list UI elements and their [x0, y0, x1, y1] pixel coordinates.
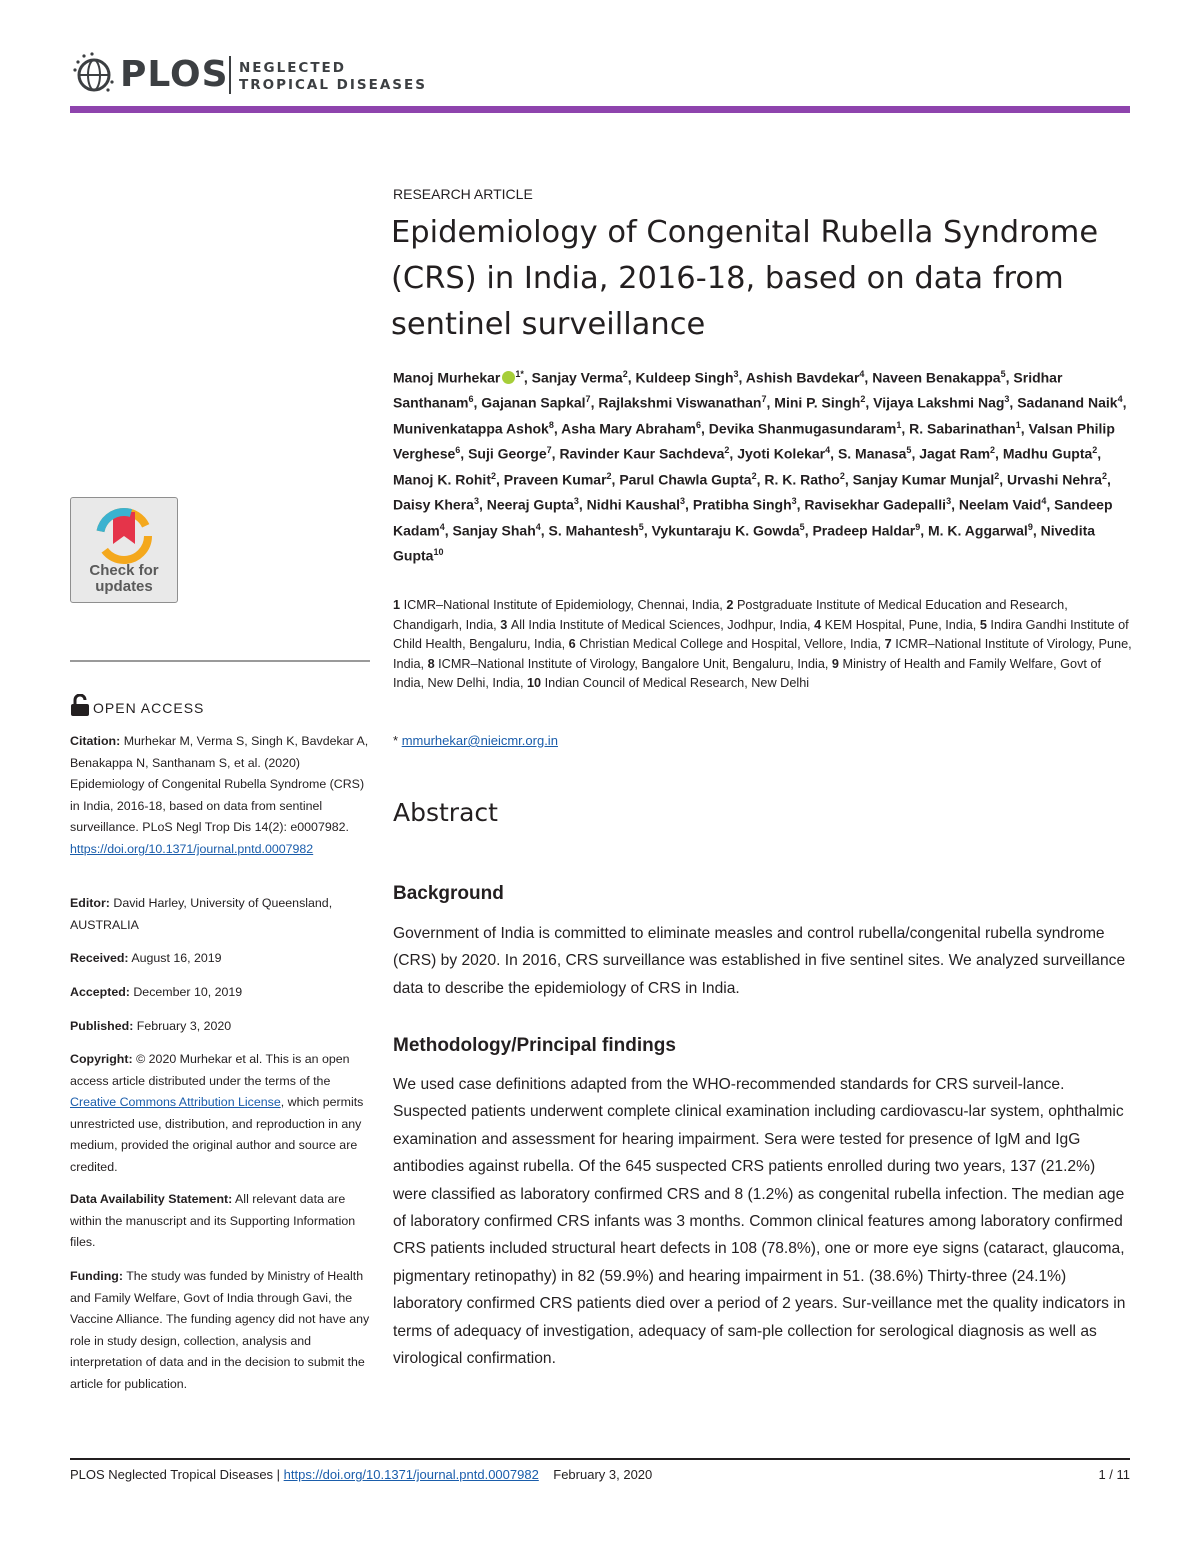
author-name: Parul Chawla Gupta — [619, 471, 752, 488]
author-affiliation-number: 2 — [994, 470, 1000, 481]
copyright-text: © 2020 Murhekar et al. This is an open access article distributed under the terms of the — [70, 1052, 350, 1088]
affiliation-number: 6 — [568, 637, 580, 651]
author-affiliation-number: 10 — [433, 547, 444, 558]
abstract-heading: Abstract — [393, 798, 498, 827]
author-affiliation-number: 5 — [799, 521, 805, 532]
author-affiliation-number: 6 — [468, 394, 474, 405]
published-block — [70, 1016, 370, 1038]
received-date: August 16, 2019 — [131, 951, 222, 965]
author-affiliation-number: 6 — [455, 445, 461, 456]
author-name: Jagat Ram — [919, 446, 991, 463]
affiliations — [393, 596, 1133, 694]
author-affiliation-number: 9 — [1027, 521, 1033, 532]
data-availability-label: Data Availability Statement: — [70, 1192, 233, 1206]
received-block — [70, 948, 370, 970]
author-affiliation-number: 3 — [573, 496, 579, 507]
affiliation-text: Indira Gandhi Institute of Child Health, Bengaluru, India, — [393, 617, 1129, 651]
author-name: Kuldeep Singh — [635, 369, 734, 386]
email-star: * — [393, 733, 399, 748]
author-affiliation-number: 7 — [546, 445, 552, 456]
data-availability-text: All relevant data are within the manuscript and its Supporting Information files. — [70, 1192, 356, 1250]
editor-text: David Harley, University of Queensland, AUSTRALIA — [70, 896, 333, 932]
author-affiliation-number: 3 — [791, 496, 797, 507]
check-for-updates-line1: Check for — [89, 562, 159, 579]
citation-label: Citation: — [70, 734, 121, 748]
author-affiliation-number: 6 — [696, 419, 702, 430]
author-name: Mini P. Singh — [774, 395, 861, 412]
author-name: Rajlakshmi Viswanathan — [598, 395, 762, 412]
author-list: Manoj Murhekar $^{1*}$, Sanjay Verma$^2$, Kuldeep Singh$^3$, Ashish Bavdekar$^4$, Naveen Benakappa$^5$, Sridhar Santhanam$^6$, Gajanan Sapkal$^7$, Rajlakshmi Viswanathan$^7$, Mini P. Singh$^2$, Vijaya Lakshmi Nag$^3$, Sadanand Naik$^4$, Munivenkatappa Ashok$^8$, Asha Mary Abraham$^6$, Devika Shanmugasundaram$^1$, R. Sabarinathan$^1$, Valsan Philip Verghese$^6$, Suji George$^7$, Ravinder Kaur Sachdeva$^2$, Jyoti Kolekar$^4$, S. Manasa$^5$, Jagat Ram$^2$, Madhu Gupta$^2$, Manoj K. Rohit$^2$, Praveen Kumar$^2$, Parul Chawla Gupta$^2$, R. K. Ratho$^2$, Sanjay Kumar Munjal$^2$, Urvashi Nehra$^2$, Daisy Khera$^3$, Neeraj Gupta$^3$, Nidhi Kaushal$^3$, Pratibha Singh$^3$, Ravisekhar Gadepalli$^3$, Neelam Vaid$^4$, Sandeep Kadam$^4$, Sanjay Shah$^4$, S. Mahantesh$^5$, Vykuntaraju K. Gowda$^5$, Pradeep Haldar$^9$, M. K. Aggarwal$^9$, Nivedita Gupta$^{10}$ — [393, 369, 1127, 564]
author-affiliation-number: 2 — [724, 445, 730, 456]
author-name: Sandeep Kadam — [393, 496, 1113, 539]
author-affiliation-number: 4 — [859, 369, 865, 379]
accepted-label: Accepted: — [70, 985, 130, 999]
affiliation-text: Christian Medical College and Hospital, Vellore, India, — [579, 637, 885, 651]
publisher-name: PLOS — [120, 54, 229, 95]
affiliation-text: Indian Council of Medical Research, New Delhi — [544, 676, 810, 690]
author-affiliation-number: 1 — [1015, 419, 1021, 430]
affiliation-number: 4 — [814, 617, 825, 632]
affiliation-text: KEM Hospital, Pune, India, — [824, 617, 980, 632]
author-affiliation-number: 2 — [839, 470, 845, 481]
journal-name — [239, 60, 427, 94]
article-type: RESEARCH ARTICLE — [393, 186, 533, 202]
author-name: R. Sabarinathan — [909, 420, 1016, 437]
author-name: Munivenkatappa Ashok — [393, 420, 549, 437]
author-name: Neelam Vaid — [958, 496, 1042, 513]
logo-divider — [229, 56, 231, 94]
check-for-updates-label[interactable] — [70, 563, 178, 595]
author-name: Valsan Philip Verghese — [393, 420, 1115, 463]
author-affiliation-number: 1* — [515, 369, 524, 379]
author-affiliation-number: 5 — [1000, 369, 1006, 379]
author-affiliation-number: 9 — [915, 521, 921, 532]
author-name: Nivedita Gupta — [393, 522, 1096, 564]
author-name: Asha Mary Abraham — [561, 420, 696, 437]
check-for-updates-line2: updates — [95, 578, 153, 595]
author-affiliation-number: 2 — [990, 445, 996, 456]
copyright-block — [70, 1049, 370, 1179]
affiliation-number: 1 — [393, 598, 404, 612]
author-affiliation-number: 2 — [1101, 470, 1107, 481]
affiliation-text: ICMR–National Institute of Virology, Bangalore Unit, Bengaluru, India, — [438, 656, 832, 671]
author-name: Neeraj Gupta — [486, 496, 574, 513]
published-date: February 3, 2020 — [136, 1019, 232, 1033]
author-affiliation-number: 2 — [751, 470, 757, 481]
plos-logo — [70, 50, 118, 100]
footer-date: February 3, 2020 — [553, 1467, 653, 1482]
author-name: Sanjay Verma — [531, 369, 623, 386]
author-name: Sadanand Naik — [1017, 395, 1118, 412]
author-name: Ravinder Kaur Sachdeva — [559, 446, 725, 463]
affiliation-text: Postgraduate Institute of Medical Education and Research, Chandigarh, India, — [393, 598, 1068, 632]
author-name: Gajanan Sapkal — [481, 395, 586, 412]
author-affiliation-number: 4 — [439, 521, 445, 532]
author-name: Suji George — [468, 446, 547, 463]
author-name: Sanjay Kumar Munjal — [852, 471, 995, 488]
sidebar-divider — [70, 660, 370, 662]
published-label: Published: — [70, 1019, 134, 1033]
accepted-date: December 10, 2019 — [133, 985, 243, 999]
footer-rule — [70, 1458, 1130, 1460]
author-name: Nidhi Kaushal — [586, 496, 681, 513]
copyright-text-end: , which permits unrestricted use, distribution, and reproduction in any medium, provided the original author and source are credited. — [70, 1095, 364, 1174]
funding-label: Funding: — [70, 1269, 123, 1283]
article-title: Epidemiology of Congenital Rubella Syndrome (CRS) in India, 2016-18, based on data from sentinel surveillance — [391, 215, 1099, 342]
plos-globe-icon — [70, 50, 118, 98]
citation-text: Murhekar M, Verma S, Singh K, Bavdekar A, Benakappa N, Santhanam S, et al. (2020) Epidemiology of Congenital Rubella Syndrome (CRS) in India, 2016-18, based on data from sentinel surveillance. PLoS Negl Trop Dis 14(2): e0007982. — [70, 734, 369, 835]
author-affiliation-number: 7 — [585, 394, 591, 405]
author-affiliation-number: 3 — [473, 496, 479, 507]
author-affiliation-number: 3 — [680, 496, 686, 507]
header-accent-rule — [70, 106, 1130, 113]
accepted-block — [70, 982, 370, 1004]
author-name: Vijaya Lakshmi Nag — [873, 395, 1005, 412]
citation-block — [70, 731, 370, 861]
author-name: Manoj Murhekar — [393, 369, 501, 386]
author-name: Naveen Benakappa — [872, 369, 1001, 386]
editor-label: Editor: — [70, 896, 110, 910]
footer-doi-link[interactable]: https://doi.org/10.1371/journal.pntd.0007982 — [283, 1467, 539, 1482]
background-heading: Background — [393, 883, 504, 904]
affiliation-number: 5 — [979, 617, 991, 632]
footer-citation — [70, 1467, 652, 1482]
author-name: Madhu Gupta — [1002, 446, 1093, 463]
background-paragraph: Government of India is committed to eliminate measles and control rubella/congenital rubella syndrome (CRS) by 2020. In 2016, CRS surveillance was established in five sentinel sites. We analyzed surveillance data to describe the epidemiology of CRS in India. — [393, 925, 1126, 997]
author-affiliation-number: 2 — [860, 394, 866, 405]
affiliation-text: Ministry of Health and Family Welfare, Govt of India, New Delhi, India, — [393, 656, 1102, 690]
author-name: Jyoti Kolekar — [737, 446, 826, 463]
author-name: Pradeep Haldar — [812, 522, 916, 539]
author-affiliation-number: 4 — [1041, 496, 1047, 507]
affiliation-number: 7 — [884, 637, 896, 651]
copyright-label: Copyright: — [70, 1052, 133, 1066]
funding-block — [70, 1266, 370, 1396]
received-label: Received: — [70, 951, 129, 965]
author-affiliation-number: 2 — [622, 369, 628, 379]
editor-block — [70, 893, 370, 936]
author-name: Pratibha Singh — [692, 496, 792, 513]
affiliation-text: ICMR–National Institute of Epidemiology, Chennai, India, — [403, 598, 727, 612]
author-name: Urvashi Nehra — [1007, 471, 1102, 488]
affiliation-number: 3 — [500, 617, 511, 632]
author-affiliation-number: 4 — [825, 445, 831, 456]
footer-journal: PLOS Neglected Tropical Diseases | — [70, 1467, 281, 1482]
author-name: Ashish Bavdekar — [745, 369, 860, 386]
author-name: Praveen Kumar — [503, 471, 607, 488]
author-affiliation-number: 8 — [548, 419, 554, 430]
author-name: Sanjay Shah — [452, 522, 536, 539]
author-name: Vykuntaraju K. Gowda — [651, 522, 800, 539]
affiliation-number: 2 — [726, 598, 737, 612]
author-name: Daisy Khera — [393, 496, 474, 513]
crossmark-icon — [71, 498, 177, 568]
author-affiliation-number: 3 — [733, 369, 739, 379]
author-name: S. Mahantesh — [548, 522, 639, 539]
affiliation-number: 8 — [427, 656, 439, 671]
author-affiliation-number: 7 — [761, 394, 767, 405]
author-affiliation-number: 3 — [1004, 394, 1010, 405]
author-name: R. K. Ratho — [764, 471, 840, 488]
author-affiliation-number: 4 — [535, 521, 541, 532]
author-name: M. K. Aggarwal — [927, 522, 1028, 539]
methods-paragraph: We used case definitions adapted from the WHO-recommended standards for CRS surveil-lance. Suspected patients underwent complete clinical examination including cardiovascu-lar system, ophthalmic examination and assessment for hearing impairment. Sera were tested for presence of IgM and IgG antibodies against rubella. Of the 645 suspected CRS patients enrolled during two years, 137 (21.2%) were classified as laboratory confirmed CRS and 8 (1.2%) as congenital rubella infection. The median age of laboratory confirmed CRS infants was 3 months. Common clinical features among laboratory confirmed CRS patients included structural heart defects in 108 (78.8%), one or more eye signs (cataract, glaucoma, pigmentary retinopathy) in 82 (59.9%) and hearing impairment in 51. (38.6%) Thirty-three (24.1%) laboratory confirmed CRS patients died over a period of 2 years. Sur-veillance met the quality indicators in terms of adequacy of investigation, adequacy of sam-ple collection for serological diagnosis as well as virological confirmation. — [393, 1076, 1126, 1368]
author-affiliation-number: 4 — [1117, 394, 1123, 405]
author-affiliation-number: 3 — [946, 496, 952, 507]
author-name: Manoj K. Rohit — [393, 471, 491, 488]
author-affiliation-number: 5 — [906, 445, 912, 456]
affiliation-number: 9 — [831, 656, 843, 671]
citation-doi-link[interactable]: https://doi.org/10.1371/journal.pntd.0007982 — [70, 841, 314, 856]
affiliation-number: 10 — [527, 676, 545, 690]
author-affiliation-number: 2 — [1092, 445, 1098, 456]
author-name: S. Manasa — [837, 446, 907, 463]
author-affiliation-number: 1 — [896, 419, 902, 430]
journal-name-line2: TROPICAL DISEASES — [239, 77, 427, 93]
license-link[interactable]: Creative Commons Attribution License — [70, 1095, 281, 1110]
author-affiliation-number: 2 — [491, 470, 497, 481]
corresponding-email-line — [393, 733, 558, 748]
open-lock-icon — [70, 694, 90, 716]
author-affiliation-number: 5 — [638, 521, 644, 532]
methods-heading: Methodology/Principal findings — [393, 1035, 676, 1056]
author-name: Devika Shanmugasundaram — [708, 420, 897, 437]
affiliation-text: All India Institute of Medical Sciences, Jodhpur, India, — [510, 617, 815, 632]
journal-name-line1: NEGLECTED — [239, 60, 346, 76]
open-access-label: OPEN ACCESS — [93, 700, 205, 716]
author-affiliation-number: 2 — [606, 470, 612, 481]
funding-text: The study was funded by Ministry of Health and Family Welfare, Govt of India through Gavi, the Vaccine Alliance. The funding agency did not have any role in study design, collection, analysis and interpretation of data and in the decision to submit the article for publication. — [70, 1269, 370, 1391]
author-name: Ravisekhar Gadepalli — [804, 496, 947, 513]
data-availability-block — [70, 1189, 370, 1254]
corresponding-email-link[interactable]: mmurhekar@nieicmr.org.in — [401, 733, 558, 748]
page-number: 1 / 11 — [1098, 1467, 1130, 1482]
author-name: Sridhar Santhanam — [393, 369, 1063, 412]
orcid-icon[interactable] — [502, 371, 515, 384]
affiliation-text: ICMR–National Institute of Virology, Pune, India, — [393, 637, 1132, 671]
